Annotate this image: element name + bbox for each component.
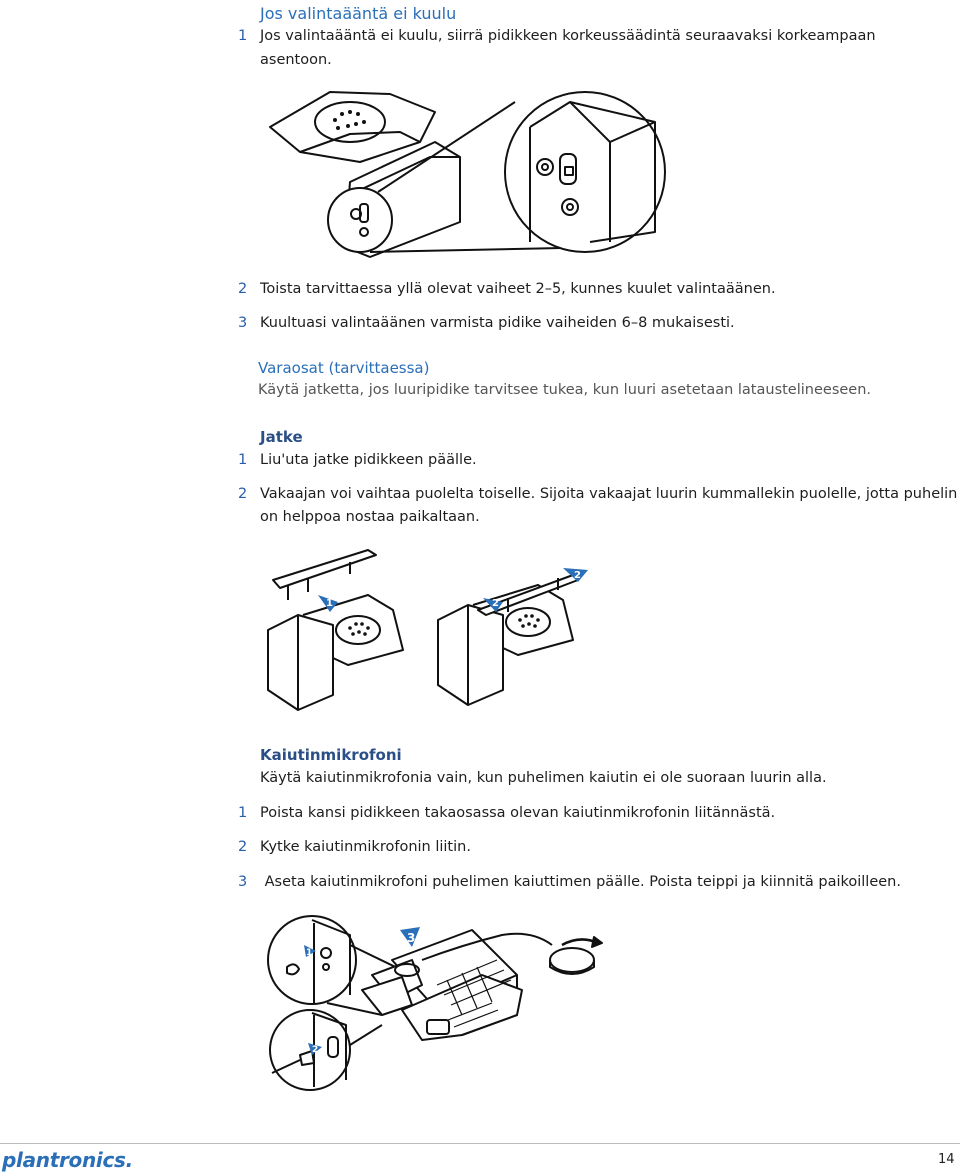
step-text: Poista kansi pidikkeen takaosassa olevan kaiutinmikrofonin liitännästä. <box>260 805 776 821</box>
speaker-microphone-figure <box>262 915 622 1115</box>
step-number: 1 <box>238 28 248 44</box>
step-text-cont: on helppoa nostaa paikaltaan. <box>260 509 480 525</box>
plantronics-logo: plantronics. <box>2 1148 133 1172</box>
step-text-cont: asentoon. <box>260 52 332 68</box>
section-intro: Käytä jatketta, jos luuripidike tarvitsee tukea, kun luuri asetetaan lataustelineeseen. <box>258 382 872 398</box>
step-text: Aseta kaiutinmikrofoni puhelimen kaiuttimen päälle. Poista teippi ja kiinnitä paikoilleen. <box>260 874 901 890</box>
subheading-extension: Jatke <box>260 428 303 446</box>
section-intro: Käytä kaiutinmikrofonia vain, kun puhelimen kaiutin ei ole suoraan luurin alla. <box>260 770 827 786</box>
svg-text:1: 1 <box>306 948 313 958</box>
svg-text:3: 3 <box>407 931 416 945</box>
step-number: 3 <box>238 315 248 331</box>
section-heading-speaker-mic: Kaiutinmikrofoni <box>260 746 402 764</box>
step-text: Vakaajan voi vaihtaa puolelta toiselle. Sijoita vakaajat luurin kummallekin puolelle, jotta puhelin <box>260 486 958 502</box>
section-heading-no-dial-tone: Jos valintaääntä ei kuulu <box>260 4 457 23</box>
step-text: Liu'uta jatke pidikkeen päälle. <box>260 452 477 468</box>
step-number: 2 <box>238 486 248 502</box>
step-text: Toista tarvittaessa yllä olevat vaiheet 2–5, kunnes kuulet valintaäänen. <box>260 281 776 297</box>
svg-text:2: 2 <box>492 598 499 609</box>
step-number: 2 <box>238 839 248 855</box>
step-text: Kytke kaiutinmikrofonin liitin. <box>260 839 471 855</box>
step-number: 3 <box>238 874 248 890</box>
step-number: 1 <box>238 805 248 821</box>
extension-stabilizer-figure <box>258 540 598 720</box>
step-text: Jos valintaääntä ei kuulu, siirrä pidikkeen korkeussäädintä seuraavaksi korkeampaan <box>260 28 876 44</box>
page-number: 14 <box>938 1152 955 1167</box>
lifter-height-adjuster-figure <box>260 82 670 272</box>
section-heading-spare-parts: Varaosat (tarvittaessa) <box>258 359 430 377</box>
step-text: Kuultuasi valintaäänen varmista pidike vaiheiden 6–8 mukaisesti. <box>260 315 735 331</box>
svg-text:2: 2 <box>312 1045 319 1055</box>
svg-text:1: 1 <box>326 598 333 609</box>
step-number: 2 <box>238 281 248 297</box>
step-badge-arrow <box>400 927 420 947</box>
footer-divider <box>0 1143 960 1144</box>
step-number: 1 <box>238 452 248 468</box>
svg-text:2: 2 <box>574 570 581 581</box>
